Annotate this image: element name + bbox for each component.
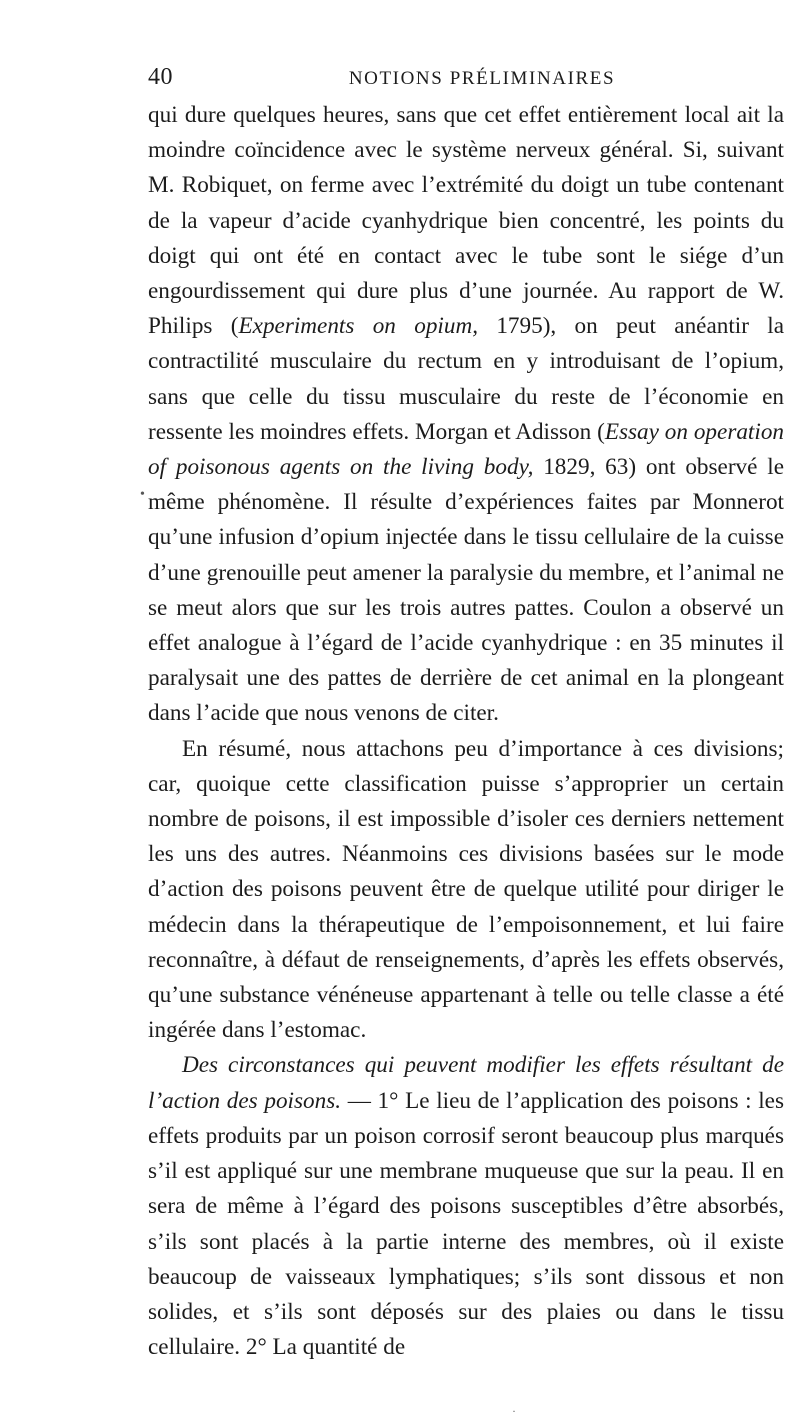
- print-speck-footer: ·: [512, 1404, 516, 1418]
- page-header: [148, 64, 796, 96]
- print-speck: •: [140, 487, 145, 502]
- paragraph-1-text-c: 1829, 63) ont observé le même phénomène. Il résulte d’expériences faites par Monnerot qu’une infusion d’opium injectée dans le tissu cellulaire de la cuisse d’une grenouille peut amener la paralysie du membre, et l’animal ne se meut alors que sur les trois autres pattes. Coulon a observé un effet analogue à l’égard de l’acide cyanhydrique : en 35 minutes il paralysait une des pattes de derrière de cet animal en la plongeant dans l’acide que nous venons de citer.: [148, 454, 784, 727]
- citation-essay-on-operation: Essay on operation of poisonous agents on the living body,: [148, 418, 785, 481]
- paragraph-1: [148, 98, 784, 732]
- paragraph-1-text-b: 1795), on peut anéantir la contractilité musculaire du rectum en y introduisant de l’opium, sans que celle du tissu musculaire du reste de l’économie en ressente les moindres effets. Morgan et Adisson (: [148, 313, 785, 445]
- page-number: 40: [148, 64, 173, 90]
- paragraph-1-text-a: qui dure quelques heures, sans que cet effet entièrement local ait la moindre coïncidence avec le système nerveux général. Si, suivant M. Robiquet, on ferme avec l’extrémité du doigt un tube contenant de la vapeur d’acide cyanhydrique bien concentré, les points du doigt qui ont été en contact avec le tube sont le siége d’un engourdissement qui dure plus d’une journée. Au rapport de W. Philips (: [148, 102, 784, 340]
- body-text: [148, 98, 784, 1365]
- paragraph-2: En résumé, nous attachons peu d’importance à ces divisions; car, quoique cette classification puisse s’approprier un certain nombre de poisons, il est impossible d’isoler ces derniers nettement les uns des autres. Néanmoins ces divisions basées sur le mode d’action des poisons peuvent être de quelque utilité pour diriger le médecin dans la thérapeutique de l’empoisonnement, et lui faire reconnaître, à défaut de renseignements, d’après les effets observés, qu’une substance vénéneuse appartenant à telle ou telle classe a été ingérée dans l’estomac.: [148, 735, 784, 1044]
- citation-experiments-on-opium: Experiments on opium,: [238, 313, 478, 340]
- section-heading-circonstances: Des circonstances qui peuvent modifier les effets résultant de l’action des poisons.: [148, 1052, 784, 1114]
- running-head: NOTIONS PRÉLIMINAIRES: [348, 68, 616, 89]
- paragraph-3-text: — 1° Le lieu de l’application des poisons : les effets produits par un poison corrosif seront beaucoup plus marqués s’il est appliqué sur une membrane muqueuse que sur la peau. Il en sera de même à l’égard des poisons susceptibles d’être absorbés, s’ils sont placés à la partie interne des membres, où il existe beaucoup de vaisseaux lymphatiques; s’ils sont dissous et non solides, et s’ils sont déposés sur des plaies ou dans le tissu cellulaire. 2° La quantité de: [148, 1087, 784, 1361]
- paragraph-3: [148, 1048, 784, 1365]
